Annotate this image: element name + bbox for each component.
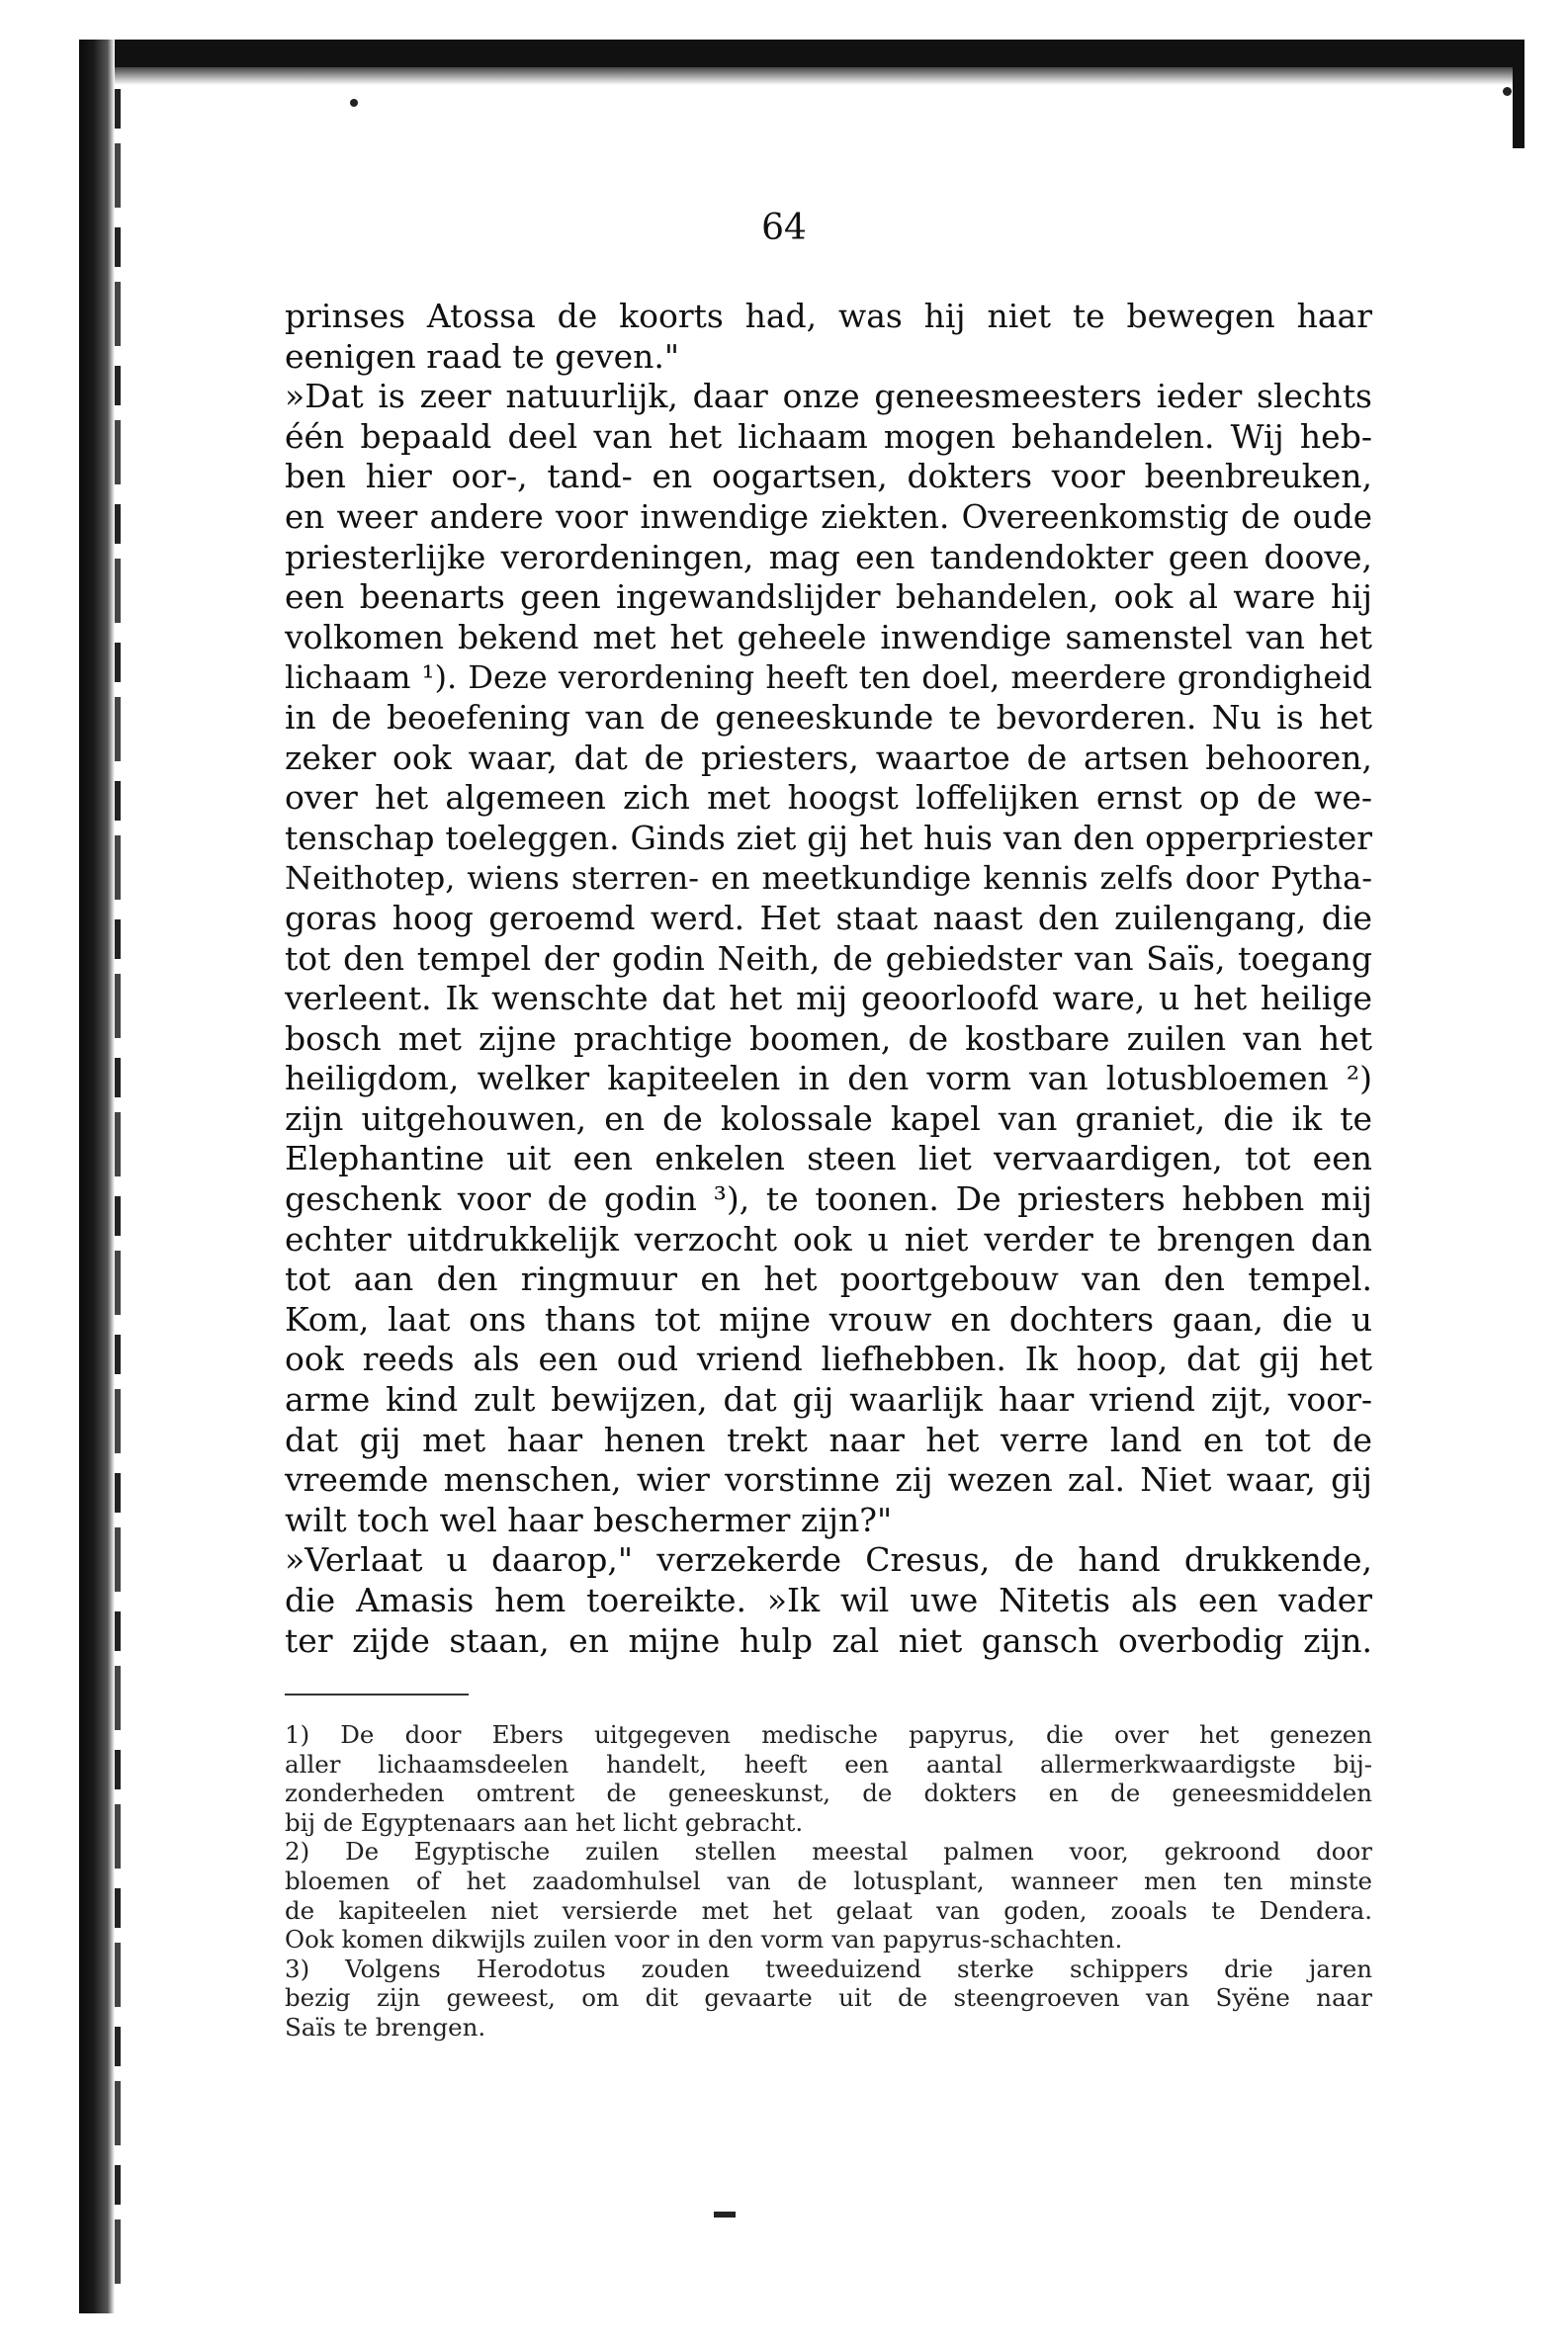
footnote-line: de kapiteelen niet versierde met het gelaat van goden, zooals te Dendera.: [285, 1895, 1372, 1925]
text-line: volkomen bekend met het geheele inwendige samenstel van het: [285, 617, 1372, 656]
text-line: ook reeds als een oud vriend liefhebben. Ik hoop, dat gij het: [285, 1340, 1372, 1379]
page-number: 64: [761, 208, 807, 248]
text-line: arme kind zult bewijzen, dat gij waarlijk haar vriend zijt, voor-: [285, 1380, 1372, 1420]
footnote-line: Ook komen dikwijls zuilen voor in den vorm van papyrus-schachten.: [285, 1925, 1123, 1955]
text-line: tenschap toeleggen. Ginds ziet gij het huis van den opperpriester: [285, 818, 1372, 857]
text-line: zijn uitgehouwen, en de kolossale kapel van graniet, die ik te: [285, 1098, 1372, 1138]
text-line: zeker ook waar, dat de priesters, waartoe de artsen behooren,: [285, 738, 1372, 777]
text-line: heiligdom, welker kapiteelen in den vorm van lotusbloemen ²): [285, 1059, 1372, 1098]
text-line: ter zijde staan, en mijne hulp zal niet gansch overbodig zijn.: [285, 1620, 1372, 1660]
text-line: Elephantine uit een enkelen steen liet vervaardigen, tot een: [285, 1139, 1372, 1178]
footnote-line: bezig zijn geweest, om dit gevaarte uit de steengroeven van Syëne naar: [285, 1983, 1372, 2013]
footnote-line: 2) De Egyptische zuilen stellen meestal palmen voor, gekroond door: [285, 1837, 1372, 1867]
scan-edge-right: [1513, 40, 1524, 148]
text-line: »Verlaat u daarop," verzekerde Cresus, de hand drukkende,: [285, 1540, 1372, 1580]
text-line: tot aan den ringmuur en het poortgebouw van den tempel.: [285, 1260, 1372, 1299]
scan-edge-top: [79, 40, 1523, 67]
text-line: echter uitdrukkelijk verzocht ook u niet verder te brengen dan: [285, 1219, 1372, 1259]
scan-edge-top-shadow: [89, 67, 1513, 85]
body-text: [285, 297, 1372, 1661]
text-line: vreemde menschen, wier vorstinne zij wezen zal. Niet waar, gij: [285, 1460, 1372, 1500]
text-line: lichaam ¹). Deze verordening heeft ten doel, meerdere grondigheid: [285, 658, 1372, 697]
text-line: Neithotep, wiens sterren- en meetkundige kennis zelfs door Pytha-: [285, 859, 1372, 898]
text-line: tot den tempel der godin Neith, de gebiedster van Saïs, toegang: [285, 938, 1372, 978]
footnote-separator: [285, 1694, 469, 1696]
footnotes: [285, 1720, 1372, 2043]
footnote-line: bij de Egyptenaars aan het licht gebracht.: [285, 1807, 804, 1837]
scan-speck: [1503, 87, 1512, 96]
text-line: wilt toch wel haar beschermer zijn?": [285, 1500, 893, 1539]
scan-edge-left-shadow: [115, 89, 121, 2304]
text-line: en weer andere voor inwendige ziekten. Overeenkomstig de oude: [285, 497, 1372, 536]
scan-mark-bottom: [714, 2212, 736, 2218]
footnote-line: Saïs te brengen.: [285, 2012, 486, 2042]
scan-speck: [350, 99, 358, 107]
scan-edge-left: [79, 40, 115, 2313]
text-line: verleent. Ik wenschte dat het mij geoorloofd ware, u het heilige: [285, 979, 1372, 1018]
text-line: één bepaald deel van het lichaam mogen behandelen. Wij heb-: [285, 416, 1372, 456]
text-line: eenigen raad te geven.": [285, 336, 680, 376]
text-line: een beenarts geen ingewandslijder behandelen, ook al ware hij: [285, 577, 1372, 617]
text-line: priesterlijke verordeningen, mag een tandendokter geen doove,: [285, 537, 1372, 576]
text-line: »Dat is zeer natuurlijk, daar onze geneesmeesters ieder slechts: [285, 377, 1372, 416]
text-line: prinses Atossa de koorts had, was hij niet te bewegen haar: [285, 297, 1372, 335]
text-line: goras hoog geroemd werd. Het staat naast den zuilengang, die: [285, 898, 1372, 937]
text-line: geschenk voor de godin ³), te toonen. De priesters hebben mij: [285, 1179, 1372, 1219]
footnote-line: aller lichaamsdeelen handelt, heeft een aantal allermerkwaardigste bij-: [285, 1749, 1372, 1779]
footnote-line: 1) De door Ebers uitgegeven medische papyrus, die over het genezen: [285, 1720, 1372, 1749]
text-line: ben hier oor-, tand- en oogartsen, dokters voor beenbreuken,: [285, 457, 1372, 496]
footnote-line: 3) Volgens Herodotus zouden tweeduizend sterke schippers drie jaren: [285, 1954, 1372, 1983]
text-line: in de beoefening van de geneeskunde te bevorderen. Nu is het: [285, 697, 1372, 737]
text-line: over het algemeen zich met hoogst loffelijken ernst op de we-: [285, 778, 1372, 818]
footnote-line: zonderheden omtrent de geneeskunst, de dokters en de geneesmiddelen: [285, 1779, 1372, 1808]
text-line: die Amasis hem toereikte. »Ik wil uwe Nitetis als een vader: [285, 1581, 1372, 1619]
text-line: bosch met zijne prachtige boomen, de kostbare zuilen van het: [285, 1018, 1372, 1058]
text-line: Kom, laat ons thans tot mijne vrouw en dochters gaan, die u: [285, 1299, 1372, 1339]
footnote-line: bloemen of het zaadomhulsel van de lotusplant, wanneer men ten minste: [285, 1866, 1372, 1895]
text-line: dat gij met haar henen trekt naar het verre land en tot de: [285, 1420, 1372, 1459]
